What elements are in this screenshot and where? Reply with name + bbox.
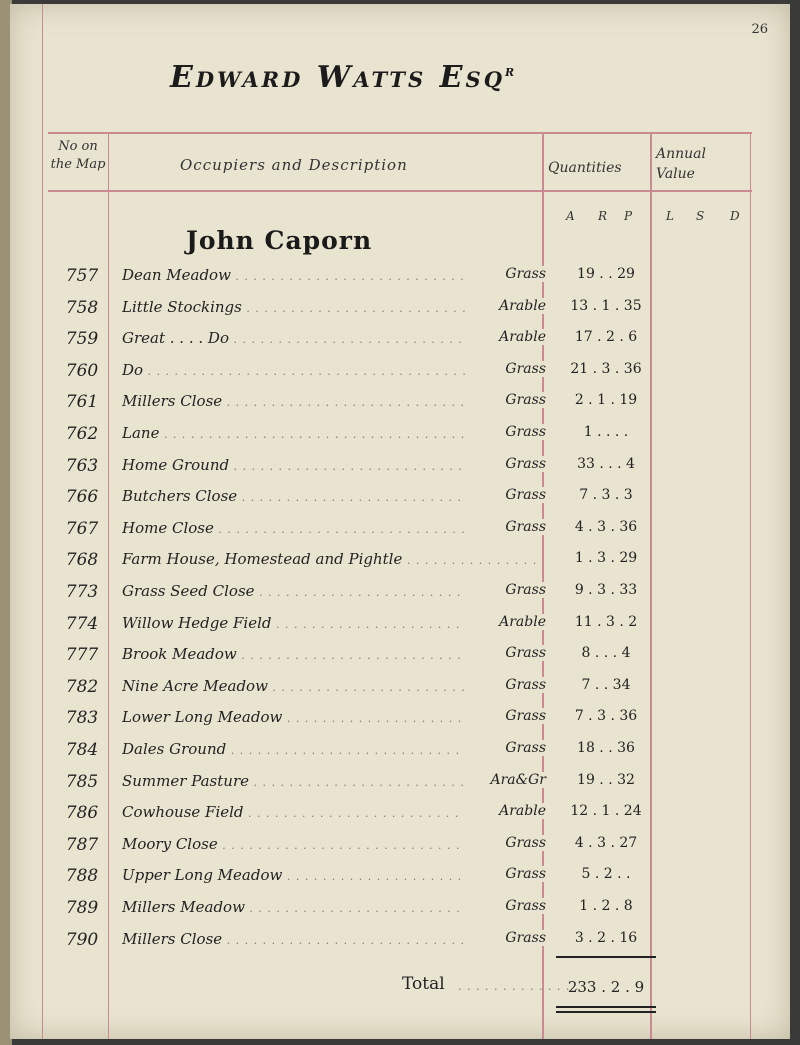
title-superscript: r — [505, 61, 518, 80]
land-use: Grass — [465, 740, 546, 756]
field-description: Willow Hedge Field . . . — [122, 614, 537, 632]
map-number: 790 — [65, 929, 99, 950]
quantity-value: 1 . 2 . 8 — [579, 898, 633, 914]
land-use: Grass — [465, 266, 546, 282]
field-description: Cowhouse Field . . . — [122, 803, 537, 821]
map-number: 766 — [65, 487, 99, 508]
quantity-value: 19 . . 32 — [577, 771, 635, 788]
field-description: Dales Ground . . . — [122, 740, 537, 758]
quantity-value: 7 . . 34 — [581, 676, 631, 693]
map-number: 782 — [65, 676, 99, 697]
quantity-value: 2 . 1 . 19 — [574, 392, 638, 409]
map-number: 760 — [65, 360, 99, 381]
map-number: 783 — [65, 708, 99, 729]
field-description: Farm House, Homestead and Pightle . . . — [122, 550, 537, 568]
table-row — [10, 392, 790, 424]
table-row — [10, 677, 790, 709]
table-row — [10, 487, 790, 519]
land-use: Grass — [465, 456, 546, 472]
field-description: Brook Meadow . . . — [122, 645, 537, 663]
quantity-value: 33 . . . 4 — [577, 455, 635, 472]
table-row — [10, 772, 790, 804]
table-row — [10, 803, 790, 835]
title-text: Edward Watts Esq — [170, 60, 505, 95]
page-title — [170, 60, 517, 95]
land-use: Ara&Gr — [465, 772, 546, 788]
table-row — [10, 519, 790, 551]
map-number: 768 — [65, 550, 99, 571]
map-number: 777 — [65, 645, 99, 666]
quantity-value: 21 . 3 . 36 — [570, 360, 642, 377]
field-description: Lower Long Meadow . . . — [122, 708, 537, 726]
quantity-value: 4 . 3 . 27 — [574, 834, 638, 851]
land-use: Grass — [465, 392, 546, 408]
land-use: Grass — [465, 898, 546, 914]
field-description: Do . . . — [122, 361, 537, 379]
total-bottom-rule-1 — [556, 1006, 656, 1008]
table-row — [10, 266, 790, 298]
map-number: 787 — [65, 834, 99, 855]
field-description: Nine Acre Meadow . . . — [122, 677, 537, 695]
quantity-value: 7 . 3 . 36 — [574, 708, 638, 725]
map-number: 763 — [65, 455, 99, 476]
table-row — [10, 614, 790, 646]
total-value: 233 . 2 . 9 — [567, 978, 645, 996]
field-description: Millers Close . . . — [122, 392, 537, 410]
quantity-value: 17 . 2 . 6 — [574, 329, 638, 346]
field-description: Grass Seed Close . . . — [122, 582, 537, 600]
table-row — [10, 298, 790, 330]
field-description: Lane . . . — [122, 424, 537, 442]
table-row — [10, 645, 790, 677]
field-description: Moory Close . . . — [122, 835, 537, 853]
field-description: Butchers Close . . . — [122, 487, 537, 505]
header-annual-value: Annual Value — [656, 146, 706, 182]
map-number: 788 — [65, 866, 99, 887]
map-number: 786 — [65, 803, 99, 824]
header-occupiers: Occupiers and Description — [180, 156, 408, 174]
quantity-value: 13 . 1 . 35 — [570, 297, 642, 314]
quantity-value: 4 . 3 . 36 — [574, 518, 638, 535]
map-number: 761 — [65, 392, 99, 413]
table-row — [10, 550, 790, 582]
subheader-l: L — [666, 209, 674, 223]
quantity-value: 1 . 3 . 29 — [574, 550, 638, 567]
quantity-value: 1 . . . . — [583, 424, 629, 440]
land-use: Grass — [465, 930, 546, 946]
subheader-s: S — [696, 209, 705, 223]
field-description: Dean Meadow . . . — [122, 266, 537, 284]
table-row — [10, 329, 790, 361]
header-top-rule — [48, 132, 752, 134]
table-row — [10, 361, 790, 393]
owner-name: John Caporn — [186, 226, 373, 255]
total-top-rule — [556, 956, 656, 958]
field-description: Millers Meadow . . . — [122, 898, 537, 916]
field-description: Great . . . . Do . . . — [122, 329, 537, 347]
subheader-d: D — [730, 209, 740, 223]
total-label: Total — [402, 974, 445, 994]
total-bottom-rule-2 — [556, 1011, 656, 1013]
map-number: 758 — [65, 297, 99, 318]
land-use: Arable — [465, 803, 546, 819]
land-use: Grass — [465, 866, 546, 882]
ledger-page — [10, 4, 790, 1039]
total-leader-dots: . . . . . . . . . . . . . . — [458, 980, 580, 993]
field-description: Home Close . . . — [122, 519, 537, 537]
land-use: Arable — [465, 614, 546, 630]
table-row — [10, 866, 790, 898]
map-number: 784 — [65, 740, 99, 760]
field-description: Summer Pasture . . . — [122, 772, 537, 790]
quantity-value: 19 . . 29 — [577, 266, 635, 282]
land-use: Grass — [465, 582, 546, 598]
page-number: 26 — [751, 22, 768, 37]
subheader-r: R — [598, 209, 608, 223]
quantity-value: 5 . 2 . . — [581, 866, 631, 883]
land-use: Grass — [465, 708, 546, 724]
quantity-value: 12 . 1 . 24 — [570, 803, 642, 820]
table-row — [10, 835, 790, 867]
quantity-value: 7 . 3 . 3 — [579, 487, 633, 504]
land-use: Grass — [465, 645, 546, 661]
table-row — [10, 456, 790, 488]
land-use: Grass — [465, 677, 546, 693]
land-use: Arable — [465, 298, 546, 314]
table-row — [10, 740, 790, 772]
header-number: No on the Map — [50, 139, 106, 172]
table-row — [10, 582, 790, 614]
quantity-value: 3 . 2 . 16 — [574, 929, 638, 946]
map-number: 773 — [65, 582, 99, 602]
table-row — [10, 708, 790, 740]
land-use: Grass — [465, 424, 546, 440]
table-row — [10, 930, 790, 962]
map-number: 767 — [65, 518, 99, 539]
field-description: Home Ground . . . — [122, 456, 537, 474]
subheader-p: P — [624, 209, 633, 223]
field-description: Upper Long Meadow . . . — [122, 866, 537, 884]
quantity-value: 9 . 3 . 33 — [574, 582, 638, 598]
header-quantities: Quantities — [548, 160, 622, 176]
field-description: Little Stockings . . . — [122, 298, 537, 316]
map-number: 762 — [65, 424, 99, 444]
map-number: 759 — [65, 329, 99, 350]
map-number: 757 — [65, 266, 99, 286]
header-bottom-rule — [48, 190, 752, 192]
subheader-a: A — [566, 209, 575, 223]
table-row — [10, 898, 790, 930]
land-use: Arable — [465, 329, 546, 345]
map-number: 774 — [65, 613, 99, 634]
quantity-value: 11 . 3 . 2 — [574, 613, 638, 630]
land-use: Grass — [465, 487, 546, 503]
quantity-value: 8 . . . 4 — [581, 645, 631, 662]
land-use: Grass — [465, 361, 546, 377]
land-use: Grass — [465, 519, 546, 535]
quantity-value: 18 . . 36 — [577, 740, 635, 756]
map-number: 785 — [65, 771, 99, 792]
land-use: Grass — [465, 835, 546, 851]
field-description: Millers Close . . . — [122, 930, 537, 948]
map-number: 789 — [65, 898, 99, 918]
table-row — [10, 424, 790, 456]
